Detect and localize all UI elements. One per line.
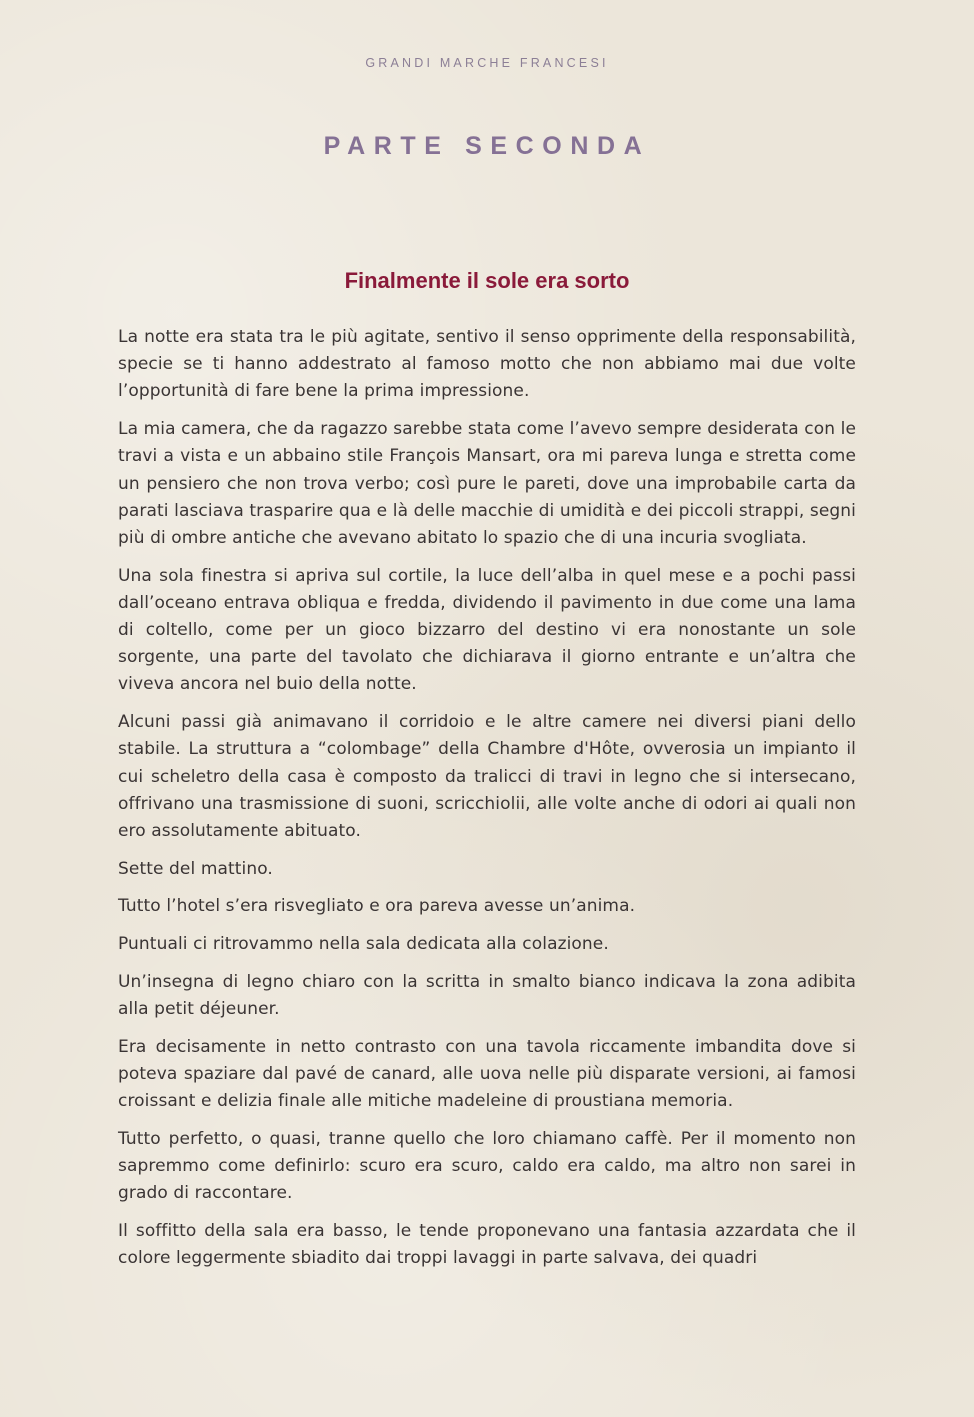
paragraph: Il soffitto della sala era basso, le tende proponevano una fantasia azzardata che il colore leggermente sbiadito dai troppi lavaggi in parte salvava, dei quadri bbox=[118, 1220, 856, 1269]
paragraph: Una sola finestra si apriva sul cortile, la luce dell’alba in quel mese e a pochi passi dall’oceano entrava obliqua e fredda, dividendo il pavimento in due come una lama di coltello, come per un gioco bizzarro del destino vi era nonostante un sole sorgente, una parte del tavolato che dichiarava il giorno entrante e un’altra che viveva ancora nel buio della notte. bbox=[118, 565, 856, 695]
paragraph: Tutto perfetto, o quasi, tranne quello che loro chiamano caffè. Per il momento non sapremmo come definirlo: scuro era scuro, caldo era caldo, ma altro non sarei in grado di raccontare. bbox=[118, 1128, 856, 1204]
paragraph: La mia camera, che da ragazzo sarebbe stata come l’avevo sempre desiderata con le travi a vista e un abbaino stile François Mansart, ora mi pareva lunga e stretta come un pensiero che non trova verbo; così pure le pareti, dove una improbabile carta da parati lasciava trasparire qua e là delle macchie di umidità e dei piccoli strappi, segni più di ombre antiche che avevano abitato lo spazio che di una incuria svogliata. bbox=[118, 419, 856, 548]
paragraph: Un’insegna di legno chiaro con la scritta in smalto bianco indicava la zona adibita alla petit déjeuner. bbox=[118, 971, 856, 1019]
paragraph: La notte era stata tra le più agitate, sentivo il senso opprimente della responsabilità, specie se ti hanno addestrato al famoso motto che non abbiamo mai due volte l’opportunità di fare bene la prima impressione. bbox=[118, 327, 856, 402]
part-title: PARTE SECONDA bbox=[323, 132, 651, 160]
running-head: GRANDI MARCHE FRANCESI bbox=[365, 56, 609, 70]
chapter-title: Finalmente il sole era sorto bbox=[344, 268, 630, 293]
paragraph: Alcuni passi già animavano il corridoio e le altre camere nei diversi piani dello stabile. La struttura a “colombage” della Chambre d'Hôte, ovverosia un impianto il cui scheletro della casa è composto da tralicci di travi in legno che si intersecano, offrivano una trasmissione di suoni, scricchiolii, alle volte anche di odori ai quali non ero assolutamente abituato. bbox=[118, 712, 856, 841]
paragraph: Tutto l’hotel s’era risvegliato e ora pareva avesse un’anima. bbox=[118, 896, 636, 917]
chapter-body bbox=[118, 324, 856, 1283]
paragraph: Era decisamente in netto contrasto con una tavola riccamente imbandita dove si poteva spaziare dal pavé de canard, alle uova nelle più disparate versioni, ai famosi croissant e delizia finale alle mitiche madeleine di proustiana memoria. bbox=[118, 1036, 856, 1112]
paragraph: Puntuali ci ritrovammo nella sala dedicata alla colazione. bbox=[118, 934, 609, 955]
paragraph: Sette del mattino. bbox=[118, 858, 273, 879]
